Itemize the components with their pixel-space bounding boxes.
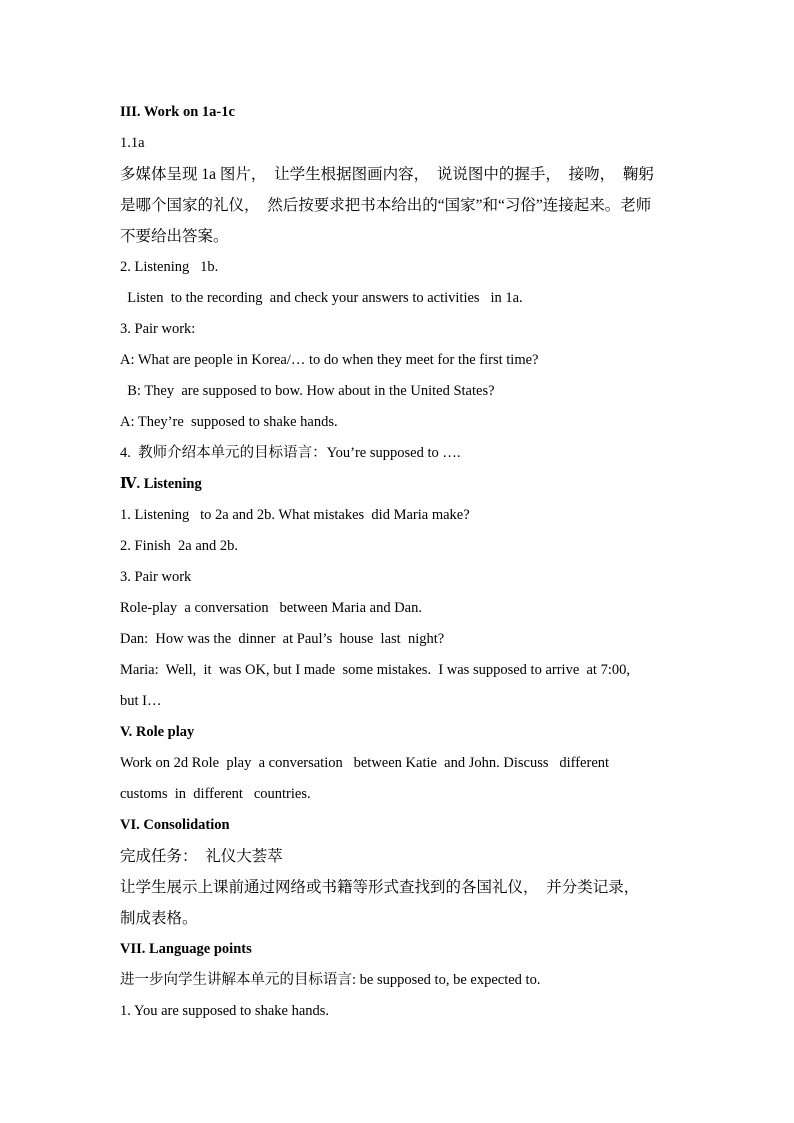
list-item: 1. Listening to 2a and 2b. What mistakes did Maria make?	[120, 507, 470, 523]
section-heading-language-points: VII. Language points	[120, 941, 252, 957]
list-item: 2. Finish 2a and 2b.	[120, 538, 239, 554]
paragraph-line: Work on 2d Role play a conversation between Katie and John. Discuss different	[120, 755, 610, 771]
paragraph-line: 进一步向学生讲解本单元的目标语言: be supposed to, be expected to.	[120, 972, 541, 988]
list-item: 3. Pair work	[120, 569, 192, 585]
section-heading-consolidation: VI. Consolidation	[120, 817, 230, 833]
dialogue-line: B: They are supposed to bow. How about in the United States?	[120, 383, 495, 399]
list-item: 1. You are supposed to shake hands.	[120, 1003, 330, 1019]
item-listening-1b: 2. Listening 1b.	[120, 259, 219, 275]
paragraph-line: 不要给出答案。	[120, 228, 229, 245]
document-body	[120, 97, 680, 1027]
dialogue-line: A: What are people in Korea/… to do when they meet for the first time?	[120, 352, 539, 368]
section-heading-listening: Ⅳ. Listening	[120, 476, 202, 492]
paragraph-line: 多媒体呈现 1a 图片， 让学生根据图画内容， 说说图中的握手， 接吻， 鞠躬	[120, 166, 654, 183]
paragraph-line: 是哪个国家的礼仪， 然后按要求把书本给出的“国家”和“习俗”连接起来。老师	[120, 197, 652, 214]
item-pair-work: 3. Pair work:	[120, 321, 196, 337]
paragraph-line: 让学生展示上课前通过网络或书籍等形式查找到的各国礼仪， 并分类记录，	[120, 879, 640, 896]
dialogue-line: A: They’re supposed to shake hands.	[120, 414, 338, 430]
dialogue-line: Dan: How was the dinner at Paul’s house last night?	[120, 631, 445, 647]
paragraph-line: Role-play a conversation between Maria and Dan.	[120, 600, 422, 616]
paragraph-line: 制成表格。	[120, 910, 198, 927]
paragraph-line: Listen to the recording and check your answers to activities in 1a.	[120, 290, 523, 306]
section-heading-work-on-1a-1c: III. Work on 1a-1c	[120, 104, 235, 120]
paragraph-line: 完成任务： 礼仪大荟萃	[120, 848, 283, 865]
dialogue-line: but I…	[120, 693, 162, 709]
paragraph-line: customs in different countries.	[120, 786, 311, 802]
item-1-1a: 1.1a	[120, 135, 145, 151]
item-target-language: 4. 教师介绍本单元的目标语言：You’re supposed to ….	[120, 445, 461, 461]
dialogue-line: Maria: Well, it was OK, but I made some mistakes. I was supposed to arrive at 7:00,	[120, 662, 630, 678]
section-heading-role-play: V. Role play	[120, 724, 195, 740]
